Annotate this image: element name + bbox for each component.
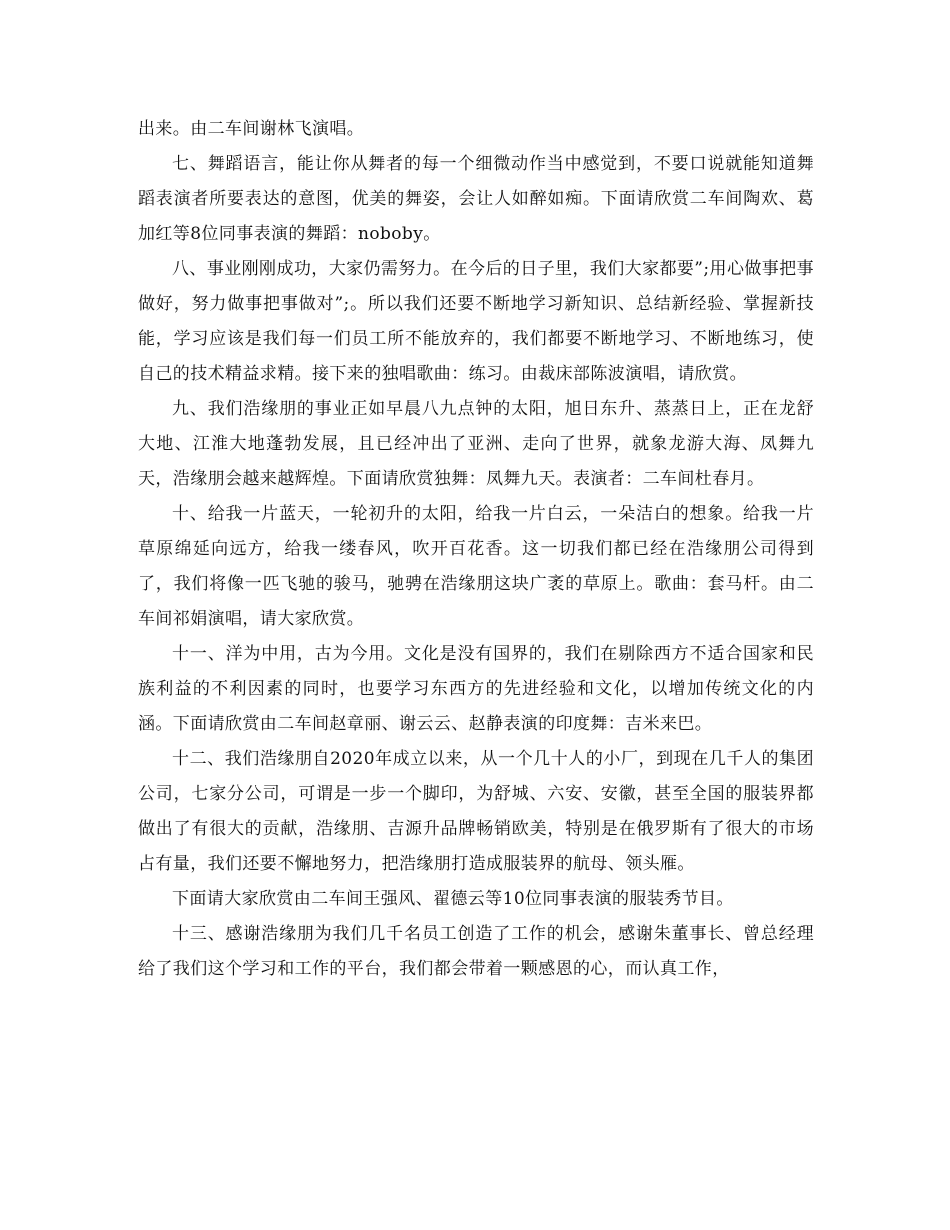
paragraph: 九、我们浩缘朋的事业正如早晨八九点钟的太阳，旭日东升、蒸蒸日上，正在龙舒大地、江淮大地蓬勃发展，且已经冲出了亚洲、走向了世界，就象龙游大海、凤舞九天，浩缘朋会越来越辉煌。下面请欣赏独舞：凤舞九天。表演者：二车间杜春月。 (138, 399, 814, 489)
paragraph: 八、事业刚刚成功，大家仍需努力。在今后的日子里，我们大家都要”;用心做事把事做好，努力做事把事做对”;。所以我们还要不断地学习新知识、总结新经验、掌握新技能，学习应该是我们每一们员工所不能放弃的，我们都要不断地学习、不断地练习，使自己的技术精益求精。接下来的独唱歌曲：练习。由裁床部陈波演唱，请欣赏。 (138, 259, 814, 384)
paragraph: 十、给我一片蓝天，一轮初升的太阳，给我一片白云，一朵洁白的想象。给我一片草原绵延向远方，给我一缕春风，吹开百花香。这一切我们都已经在浩缘朋公司得到了，我们将像一匹飞驰的骏马，驰骋在浩缘朋这块广袤的草原上。歌曲：套马杆。由二车间祁娟演唱，请大家欣赏。 (138, 504, 814, 629)
paragraph: 七、舞蹈语言，能让你从舞者的每一个细微动作当中感觉到，不要口说就能知道舞蹈表演者所要表达的意图，优美的舞姿，会让人如醉如痴。下面请欣赏二车间陶欢、葛加红等8位同事表演的舞蹈：noboby。 (138, 154, 814, 244)
paragraph: 十三、感谢浩缘朋为我们几千名员工创造了工作的机会，感谢朱董事长、曾总经理给了我们这个学习和工作的平台，我们都会带着一颗感恩的心，而认真工作， (138, 924, 814, 979)
paragraph: 十二、我们浩缘朋自2020年成立以来，从一个几十人的小厂，到现在几千人的集团公司，七家分公司，可谓是一步一个脚印，为舒城、六安、安徽，甚至全国的服装界都做出了有很大的贡献，浩缘朋、吉源升品牌畅销欧美，特别是在俄罗斯有了很大的市场占有量，我们还要不懈地努力，把浩缘朋打造成服装界的航母、领头雁。 (138, 749, 814, 874)
paragraph: 出来。由二车间谢林飞演唱。 (138, 119, 365, 139)
document-body (138, 112, 814, 987)
paragraph: 十一、洋为中用，古为今用。文化是没有国界的，我们在剔除西方不适合国家和民族利益的不利因素的同时，也要学习东西方的先进经验和文化，以增加传统文化的内涵。下面请欣赏由二车间赵章丽、谢云云、赵静表演的印度舞：吉米来巴。 (138, 644, 814, 734)
paragraph: 下面请大家欣赏由二车间王强风、翟德云等10位同事表演的服装秀节目。 (172, 889, 734, 909)
